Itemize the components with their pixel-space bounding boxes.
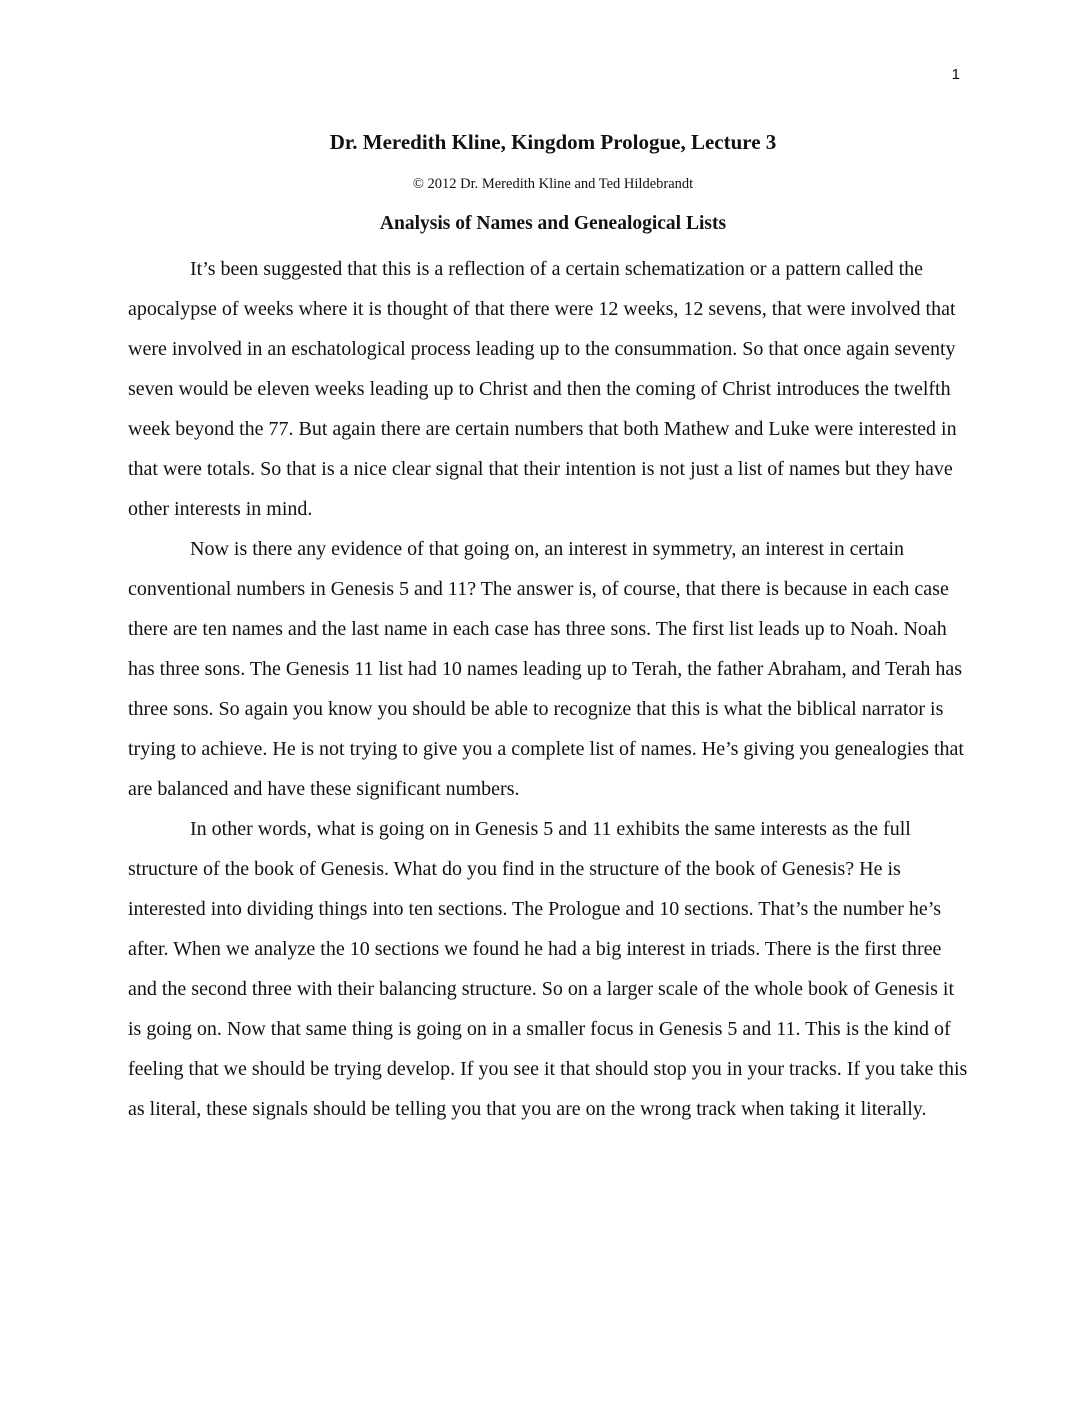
body-text	[128, 249, 968, 1129]
copyright-notice: © 2012 Dr. Meredith Kline and Ted Hildebrandt	[412, 176, 694, 192]
section-heading: Analysis of Names and Genealogical Lists	[379, 213, 727, 234]
paragraph-3: In other words, what is going on in Genesis 5 and 11 exhibits the same interests as the full structure of the book of Genesis. What do you find in the structure of the book of Genesis? He is interested into dividing things into ten sections. The Prologue and 10 sections. That’s the number he’s after. When we analyze the 10 sections we found he had a big interest in triads. There is the first three and the second three with their balancing structure. So on a larger scale of the whole book of Genesis it is going on. Now that same thing is going on in a smaller focus in Genesis 5 and 11. This is the kind of feeling that we should be trying develop. If you see it that should stop you in your tracks. If you take this as literal, these signals should be telling you that you are on the wrong track when taking it literally.	[128, 818, 968, 1120]
page-title: Dr. Meredith Kline, Kingdom Prologue, Lecture 3	[329, 130, 777, 154]
paragraph-2: Now is there any evidence of that going on, an interest in symmetry, an interest in certain conventional numbers in Genesis 5 and 11? The answer is, of course, that there is because in each case there are ten names and the last name in each case has three sons. The first list leads up to Noah. Noah has three sons. The Genesis 11 list had 10 names leading up to Terah, the father Abraham, and Terah has three sons. So again you know you should be able to recognize that this is what the biblical narrator is trying to achieve. He is not trying to give you a complete list of names. He’s giving you genealogies that are balanced and have these significant numbers.	[128, 538, 964, 800]
paragraph-1: It’s been suggested that this is a reflection of a certain schematization or a pattern called the apocalypse of weeks where it is thought of that there were 12 weeks, 12 sevens, that were involved that were involved in an eschatological process leading up to the consummation. So that once again seventy seven would be eleven weeks leading up to Christ and then the coming of Christ introduces the twelfth week beyond the 77. But again there are certain numbers that both Mathew and Luke were interested in that were totals. So that is a nice clear signal that their intention is not just a list of names but they have other interests in mind.	[128, 258, 957, 520]
page-number: 1	[951, 66, 960, 83]
